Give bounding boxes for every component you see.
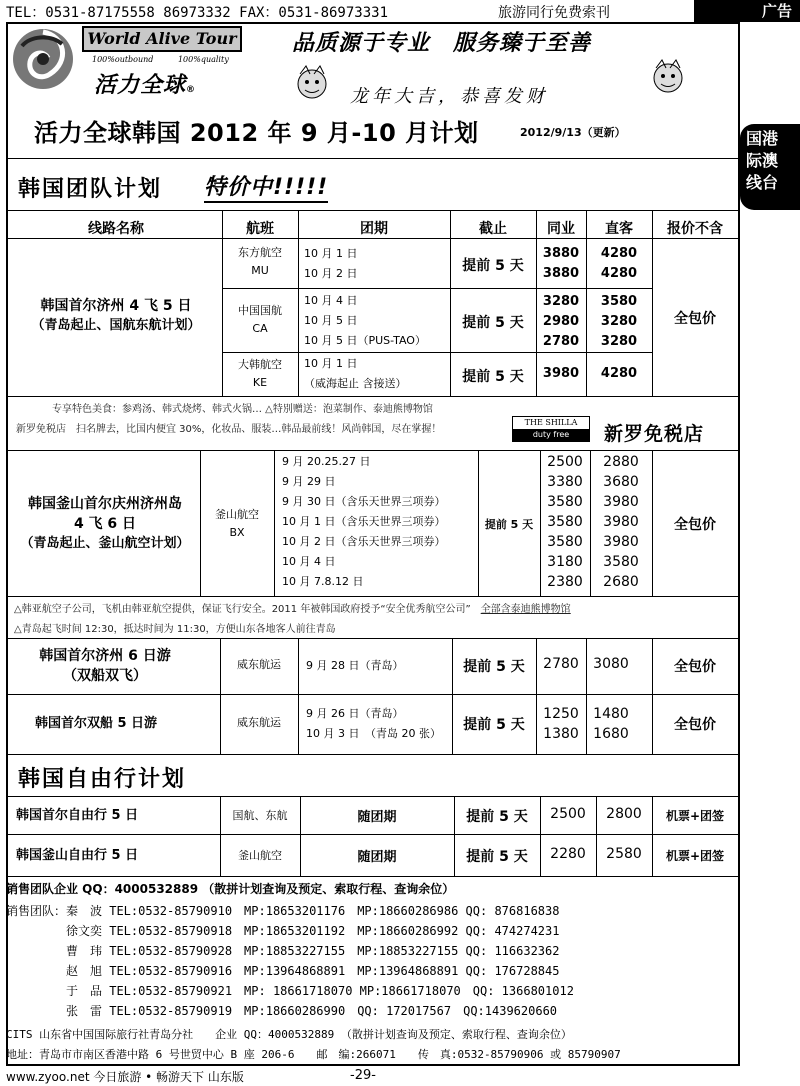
rule bbox=[8, 796, 738, 797]
shilla-logo bbox=[512, 416, 590, 442]
direct-prices bbox=[586, 244, 652, 284]
date-item: 10 月 7.8.12 日 bbox=[282, 575, 364, 588]
route-title: 韩国首尔济州 6 日游 bbox=[39, 648, 171, 664]
trade-price: 2500 bbox=[547, 454, 583, 470]
trade-price: 2980 bbox=[542, 314, 580, 329]
trade-prices bbox=[536, 292, 586, 352]
date-item: 10 月 2 日（含乐天世界三项券） bbox=[282, 535, 446, 548]
trade-price: 3280 bbox=[542, 294, 580, 309]
trade-prices bbox=[536, 704, 586, 744]
direct-price: 1680 bbox=[593, 726, 629, 742]
route-note: （青岛起止、釜山航空计划） bbox=[20, 536, 190, 551]
feature-note: 专享特色美食：参鸡汤、韩式烧烤、韩式火锅… △特別赠送：泡菜制作、泰迪熊博物馆 bbox=[52, 404, 433, 415]
date-item: 9 月 20.25.27 日 bbox=[282, 455, 371, 468]
rule bbox=[652, 210, 653, 396]
registered-mark: ® bbox=[186, 85, 197, 95]
date-item: 9 月 26 日（青岛） bbox=[306, 707, 404, 720]
direct-price: 3080 bbox=[593, 656, 629, 672]
route-title-2: 4 飞 6 日 bbox=[73, 516, 137, 532]
date-item: 10 月 3 日 （青岛 20 张） bbox=[306, 727, 441, 740]
direct-price: 3280 bbox=[600, 334, 638, 349]
special-price-tag: 特价中!!!!! bbox=[204, 170, 328, 203]
route-title-2: （双船双飞） bbox=[63, 668, 147, 684]
rule bbox=[8, 754, 738, 755]
rule bbox=[8, 638, 738, 639]
side-tab-line: 线台 bbox=[746, 173, 779, 192]
rule bbox=[8, 694, 738, 695]
rule bbox=[8, 596, 738, 597]
direct-prices bbox=[586, 292, 652, 352]
trade-price: 2500 bbox=[550, 806, 586, 822]
trade-price: 2780 bbox=[542, 334, 580, 349]
direct-price: 4280 bbox=[600, 246, 638, 261]
sales-contact-line: 销售团队：秦 波 TEL:0532-85790910 MP:18653201176 MP:18660286986 QQ: 876816838 bbox=[6, 904, 560, 918]
airline-code: CA bbox=[252, 322, 268, 335]
price-note: 全包价 bbox=[674, 717, 716, 733]
direct-price: 4280 bbox=[600, 266, 638, 281]
trade-price: 3580 bbox=[547, 514, 583, 530]
route-title: 韩国首尔济州 4 飞 5 日 bbox=[40, 298, 192, 314]
rule bbox=[222, 288, 652, 289]
direct-price: 3580 bbox=[603, 554, 639, 570]
logo-english: World Alive Tour bbox=[82, 26, 242, 52]
deadline: 提前 5 天 bbox=[463, 717, 525, 733]
col-header-deadline: 截止 bbox=[479, 221, 507, 237]
museum-link[interactable]: 全部含泰迪熊博物馆 bbox=[480, 604, 571, 615]
trade-prices bbox=[540, 452, 590, 592]
airline-code: MU bbox=[251, 264, 269, 277]
direct-price: 4280 bbox=[600, 366, 638, 381]
airline-name: 釜山航空 bbox=[238, 849, 282, 862]
free-index-text: 旅游同行免费索刊 bbox=[498, 5, 610, 21]
direct-price: 3980 bbox=[603, 534, 639, 550]
ad-label: 广告 bbox=[694, 0, 800, 22]
route-title: 韩国首尔自由行 5 日 bbox=[16, 808, 139, 823]
deadline: 提前 5 天 bbox=[466, 809, 528, 825]
price-note: 全包价 bbox=[674, 659, 716, 675]
deadline: 提前 5 天 bbox=[484, 518, 534, 531]
sales-contact-line: 于 品 TEL:0532-85790921 MP: 18661718070 MP:18661718070 QQ: 1366801012 bbox=[6, 984, 574, 998]
date-item: 9 月 29 日 bbox=[282, 475, 336, 488]
trade-price: 2280 bbox=[550, 846, 586, 862]
date-item: 10 月 1 日 bbox=[304, 247, 358, 260]
deadline: 提前 5 天 bbox=[462, 315, 524, 331]
date-list bbox=[306, 704, 441, 744]
shilla-brand: THE SHILLA bbox=[524, 418, 578, 427]
col-header-excludes: 报价不含 bbox=[667, 221, 723, 237]
departure-note: △青岛起飞时间 12:30，抵达时间为 11:30，方便山东各地客人前往青岛 bbox=[14, 624, 336, 635]
trade-price: 1250 bbox=[543, 706, 579, 722]
route-name bbox=[10, 646, 200, 686]
airline-note-text: △韩亚航空子公司，飞机由韩亚航空提供，保证飞行安全。2011 年被韩国政府授予“安全优秀航空公司” bbox=[14, 604, 471, 615]
date-item: 10 月 4 日 bbox=[282, 555, 336, 568]
direct-price: 2680 bbox=[603, 574, 639, 590]
route-note: （青岛起止、国航东航计划） bbox=[31, 318, 201, 333]
price-note: 机票+团签 bbox=[665, 849, 725, 863]
direct-price: 3980 bbox=[603, 514, 639, 530]
contact-line: TEL：0531-87175558 86973332 FAX：0531-86973331 bbox=[6, 5, 389, 21]
logo-swirl-icon bbox=[10, 26, 76, 92]
rule bbox=[8, 158, 738, 159]
airline-code: BX bbox=[229, 526, 245, 539]
side-tab-line: 际澳 bbox=[746, 151, 779, 170]
col-header-route: 线路名称 bbox=[88, 221, 144, 237]
date-item: 10 月 5 日（PUS-TAO） bbox=[304, 334, 426, 347]
dutyfree-name: 新罗免税店 bbox=[604, 423, 705, 445]
free-section-title: 韩国自由行计划 bbox=[18, 767, 187, 792]
route-title: 韩国首尔双船 5 日游 bbox=[34, 716, 158, 731]
airline-name: 威东航运 bbox=[237, 716, 281, 729]
deadline: 提前 5 天 bbox=[466, 849, 528, 865]
col-header-dates: 团期 bbox=[360, 221, 388, 237]
direct-price: 3280 bbox=[600, 314, 638, 329]
direct-price: 3980 bbox=[603, 494, 639, 510]
sales-contact-line: 曹 玮 TEL:0532-85790928 MP:18853227155 MP:18853227155 QQ: 116632362 bbox=[6, 944, 560, 958]
rule bbox=[222, 352, 652, 353]
deadline: 提前 5 天 bbox=[462, 258, 524, 274]
col-header-flight: 航班 bbox=[246, 221, 274, 237]
shilla-sub: duty free bbox=[513, 429, 589, 441]
sales-contact-line: 张 雷 TEL:0532-85790919 MP:18660286990 QQ: 172017567 QQ:1439620660 bbox=[6, 1004, 558, 1018]
trade-price: 3980 bbox=[542, 366, 580, 381]
logo-chinese bbox=[94, 68, 196, 99]
col-header-direct: 直客 bbox=[605, 221, 633, 237]
trade-price: 3880 bbox=[542, 266, 580, 281]
sales-qq-line: 销售团队企业 QQ：4000532889 （散拼计划查询及预定、索取行程、查询余位） bbox=[6, 882, 455, 896]
rule bbox=[274, 450, 275, 596]
date-item: 9 月 28 日（青岛） bbox=[306, 659, 404, 672]
rule bbox=[8, 210, 738, 211]
dragon-left-icon bbox=[292, 62, 332, 102]
price-note: 全包价 bbox=[674, 517, 716, 533]
direct-price: 3580 bbox=[600, 294, 638, 309]
airline-note bbox=[14, 600, 571, 615]
trade-price: 3180 bbox=[547, 554, 583, 570]
airline-code: KE bbox=[252, 376, 268, 389]
trade-price: 2380 bbox=[547, 574, 583, 590]
side-tab-line: 国港 bbox=[746, 129, 779, 148]
route-name bbox=[10, 494, 200, 554]
top-bar bbox=[0, 0, 800, 22]
date-item: 10 月 2 日 bbox=[304, 267, 358, 280]
group-section-title: 韩国团队计划 bbox=[18, 177, 163, 202]
date-item: 10 月 1 日（含乐天世界三项券） bbox=[282, 515, 446, 528]
dates: 随团期 bbox=[357, 850, 397, 865]
rule bbox=[8, 876, 738, 877]
trade-prices bbox=[536, 244, 586, 284]
airline-cell bbox=[222, 356, 298, 392]
dates: 随团期 bbox=[357, 810, 397, 825]
route-title: 韩国釜山自由行 5 日 bbox=[16, 848, 139, 863]
agency-line: CITS 山东省中国国际旅行社青岛分社 企业 QQ：4000532889 （散拼计划查询及预定、索取行程、查询余位） bbox=[6, 1028, 572, 1041]
rule bbox=[8, 396, 738, 397]
trade-price: 1380 bbox=[543, 726, 579, 742]
direct-price: 2880 bbox=[603, 454, 639, 470]
logo-tagline: 100%outbound 100%quality bbox=[92, 55, 229, 64]
rule bbox=[298, 638, 299, 754]
trade-price: 3380 bbox=[547, 474, 583, 490]
rule bbox=[298, 210, 299, 396]
airline-name: 大韩航空 bbox=[238, 358, 282, 371]
direct-price: 2580 bbox=[606, 846, 642, 862]
price-note: 全包价 bbox=[674, 311, 716, 327]
trade-price: 3580 bbox=[547, 534, 583, 550]
direct-price: 2800 bbox=[606, 806, 642, 822]
dragon-right-icon bbox=[648, 56, 688, 96]
direct-price: 1480 bbox=[593, 706, 629, 722]
date-list bbox=[304, 354, 407, 394]
date-list bbox=[304, 291, 426, 351]
address-line: 地址：青岛市市南区香港中路 6 号世贸中心 B 座 206-6 邮 编:266071 传 真:0532-85790906 或 85790907 bbox=[6, 1048, 621, 1061]
trade-price: 2780 bbox=[543, 656, 579, 672]
direct-prices bbox=[586, 704, 636, 744]
airline-cell bbox=[222, 244, 298, 280]
price-note: 机票+团签 bbox=[665, 809, 725, 823]
date-item: 10 月 4 日 bbox=[304, 294, 358, 307]
airline-cell bbox=[200, 506, 274, 542]
airline-cell bbox=[222, 302, 298, 338]
slogan: 品质源于专业 服务臻于至善 bbox=[292, 31, 592, 56]
airline-name: 国航、东航 bbox=[232, 809, 288, 822]
trade-price: 3580 bbox=[547, 494, 583, 510]
airline-name: 中国国航 bbox=[238, 304, 282, 317]
direct-prices bbox=[590, 452, 652, 592]
side-tab[interactable] bbox=[740, 124, 800, 210]
deadline: 提前 5 天 bbox=[463, 659, 525, 675]
route-title: 韩国釜山首尔庆州济州岛 bbox=[28, 496, 182, 512]
updated-date: 2012/9/13（更新） bbox=[520, 126, 626, 139]
date-item: 9 月 30 日（含乐天世界三项券） bbox=[282, 495, 446, 508]
sub-slogan: 龙年大吉，恭喜发财 bbox=[350, 86, 548, 107]
date-item: （威海起止 含接送） bbox=[304, 377, 407, 390]
rule bbox=[8, 450, 738, 451]
rule bbox=[8, 238, 738, 239]
trade-price: 3880 bbox=[542, 246, 580, 261]
sales-contact-line: 徐文奕 TEL:0532-85790918 MP:18653201192 MP:18660286992 QQ: 474274231 bbox=[6, 924, 560, 938]
footer-text: www.zyoo.net 今日旅游 • 畅游天下 山东版 bbox=[6, 1070, 244, 1084]
airline-name: 釜山航空 bbox=[215, 508, 259, 521]
date-item: 10 月 5 日 bbox=[304, 314, 358, 327]
direct-price: 3680 bbox=[603, 474, 639, 490]
date-list bbox=[304, 244, 358, 284]
deadline: 提前 5 天 bbox=[462, 369, 524, 385]
sales-contact-line: 赵 旭 TEL:0532-85790916 MP:13964868891 MP:13964868891 QQ: 176728845 bbox=[6, 964, 560, 978]
page-number: -29- bbox=[350, 1068, 376, 1083]
rule bbox=[8, 834, 738, 835]
col-header-trade: 同业 bbox=[547, 221, 575, 237]
airline-name: 东方航空 bbox=[238, 246, 282, 259]
dutyfree-note: 新罗免税店 扫名牌去，比国内便宜 30%，化妆品、服装…韩品最前线！风尚韩国，尽在掌握！ bbox=[16, 424, 442, 435]
date-list bbox=[282, 452, 446, 592]
page-title: 活力全球韩国 2012 年 9 月-10 月计划 bbox=[34, 119, 479, 147]
airline-name: 威东航运 bbox=[237, 658, 281, 671]
date-item: 10 月 1 日 bbox=[304, 357, 358, 370]
logo-chinese-name: 活力全球 bbox=[94, 73, 187, 98]
route-name bbox=[10, 296, 222, 336]
